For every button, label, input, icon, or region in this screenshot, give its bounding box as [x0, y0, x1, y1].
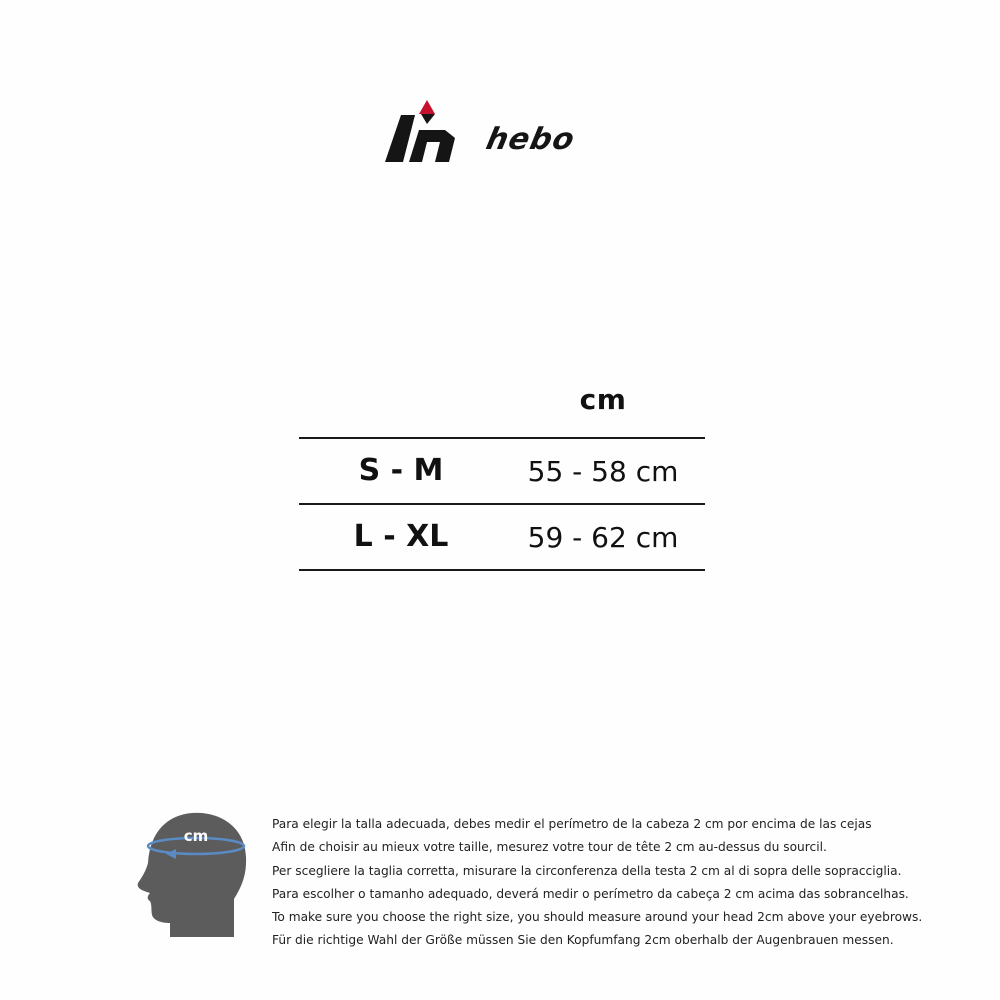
hebo-emblem-icon — [383, 100, 463, 166]
instruction-en: To make sure you choose the right size, you should measure around your head 2cm above your eyebrows. — [272, 910, 923, 925]
table-row — [299, 505, 705, 571]
instruction-es: Para elegir la talla adecuada, debes medir el perímetro de la cabeza 2 cm por encima de las cejas — [272, 817, 872, 831]
brand-wordmark: hebo — [483, 122, 579, 157]
size-table — [299, 380, 705, 571]
table-row — [299, 439, 705, 505]
instruction-de: Für die richtige Wahl der Größe müssen Sie den Kopfumfang 2cm oberhalb der Augenbrauen messen. — [272, 933, 894, 948]
unit-header: cm — [579, 383, 627, 416]
head-measure-icon — [130, 805, 255, 940]
table-header — [299, 380, 705, 439]
measure-label: cm — [183, 827, 209, 845]
size-cell: S - M — [358, 453, 444, 488]
size-cell: L - XL — [353, 519, 449, 554]
instruction-it: Per scegliere la taglia corretta, misurare la circonferenza della testa 2 cm al di sopra delle sopracciglia. — [272, 863, 902, 878]
instruction-pt: Para escolher o tamanho adequado, deverá medir o perímetro da cabeça 2 cm acima das sobrancelhas. — [272, 886, 909, 901]
hebo-logo — [383, 100, 623, 166]
range-cell: 55 - 58 cm — [527, 455, 679, 488]
sizing-instructions — [272, 813, 972, 953]
instruction-fr: Afin de choisir au mieux votre taille, mesurez votre tour de tête 2 cm au-dessus du sourcil. — [272, 840, 827, 855]
range-cell: 59 - 62 cm — [527, 521, 679, 554]
